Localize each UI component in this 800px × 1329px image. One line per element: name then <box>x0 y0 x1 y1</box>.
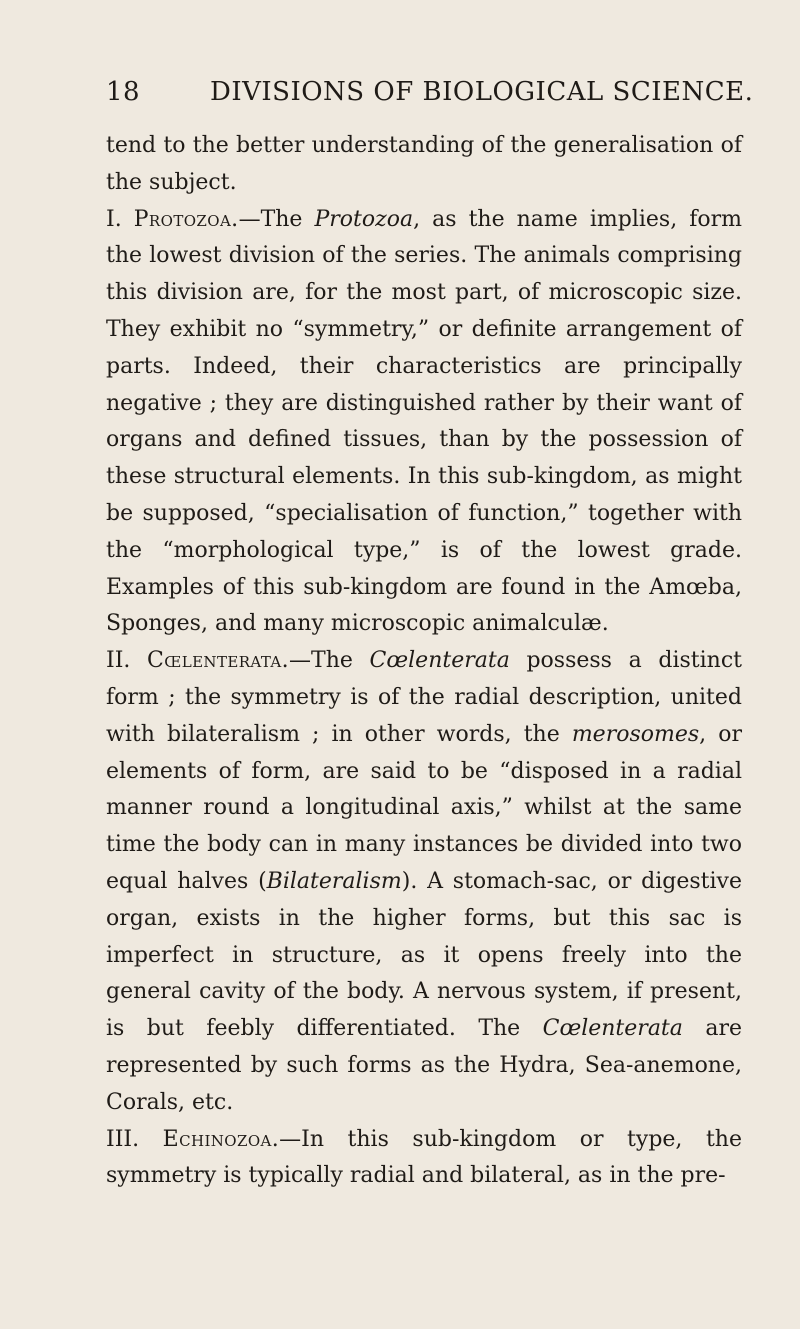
paragraph-echinozoa <box>106 1122 742 1196</box>
italic-term: Bilateralism <box>266 868 402 894</box>
section-heading: Protozoa. <box>133 206 239 232</box>
section-heading: Echinozoa. <box>162 1126 280 1152</box>
text-run: , or elements of form, are said to be “disposed in a radial manner round a longitudinal axis,” whilst at the same time the body can in many instances be divided into two equal halves ( <box>106 721 743 894</box>
page-number: 18 <box>106 77 141 107</box>
text-run: ). A stomach-sac, or digestive organ, exists in the higher forms, but this sac is imperfect in structure, as it opens freely into the general cavity of the body. A nervous system, if present, is but feebly differentiated. The <box>106 868 742 1042</box>
running-title: DIVISIONS OF BIOLOGICAL SCIENCE. <box>210 77 754 107</box>
text-run: possess a distinct form ; the symmetry is of the radial description, united with bilateralism ; in other words, the <box>106 648 742 747</box>
text-run: are represented by such forms as the Hydra, Sea-anemone, Corals, etc. <box>106 1016 742 1115</box>
paragraph-coelenterata <box>106 643 742 1121</box>
body-text <box>106 128 742 1195</box>
section-numeral: I. <box>106 206 122 232</box>
italic-term: merosomes <box>571 721 700 747</box>
text-run: —The <box>289 648 370 674</box>
page-header <box>106 74 754 110</box>
italic-term: Protozoa <box>314 206 414 232</box>
section-numeral: II. <box>106 648 131 674</box>
text-run: , as the name implies, form the lowest division of the series. The animals comprising this division are, for the most part, of microscopic size. They exhibit no “symmetry,” or definite arrangement of parts. Indeed, their characteristics are principally negative ; they are distinguished rather by their want of organs and defined tissues, than by the possession of these structural elements. In this sub-kingdom, as might be supposed, “specialisation of function,” together with the “morphological type,” is of the lowest grade. Examples of this sub-kingdom are found in the Amœba, Sponges, and many microscopic animalculæ. <box>106 206 742 637</box>
italic-term: Cœlenterata <box>542 1016 683 1042</box>
text-run: —In this sub-kingdom or type, the symmetry is typically radial and bilateral, as in the pre- <box>106 1126 742 1189</box>
text-run: —The <box>238 206 315 232</box>
paragraph-protozoa <box>106 202 742 644</box>
italic-term: Cœlenterata <box>369 648 510 674</box>
paragraph-continuation: tend to the better understanding of the generalisation of the subject. <box>106 133 742 195</box>
section-numeral: III. <box>106 1126 140 1152</box>
section-heading: Cœlenterata. <box>147 648 290 674</box>
